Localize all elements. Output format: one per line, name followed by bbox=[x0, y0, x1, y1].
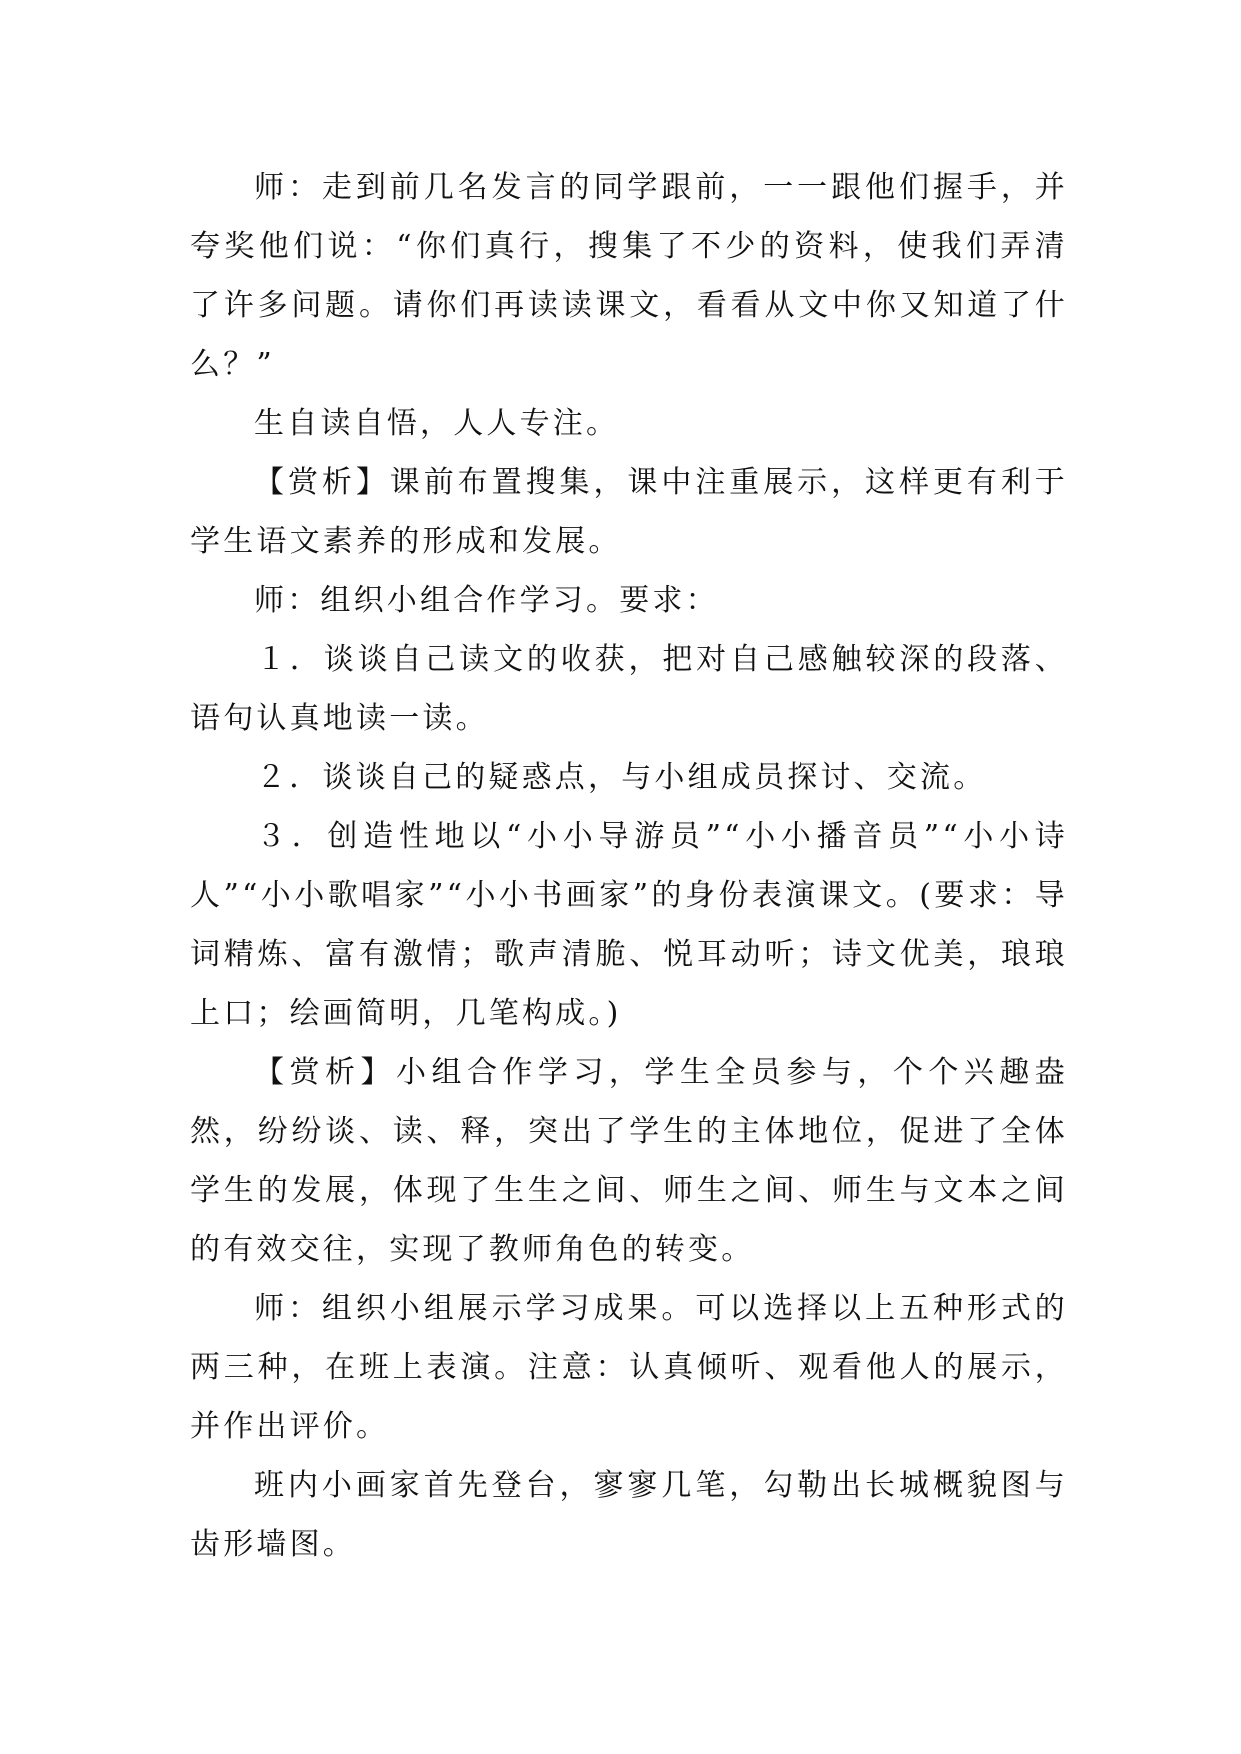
paragraph-group-showcase: 师：组织小组展示学习成果。可以选择以上五种形式的两三种，在班上表演。注意：认真倾听、观看他人的展示，并作出评价。 bbox=[190, 1291, 1068, 1444]
list-item-1: １．谈谈自己读文的收获，把对自己感触较深的段落、语句认真地读一读。 bbox=[190, 642, 1068, 736]
paragraph-teacher-praise: 师：走到前几名发言的同学跟前，一一跟他们握手，并夸奖他们说：“你们真行，搜集了不少的资料，使我们弄清了许多问题。请你们再读读课文，看看从文中你又知道了什么？” bbox=[190, 170, 1068, 382]
list-item-3: ３．创造性地以“小小导游员”“小小播音员”“小小诗人”“小小歌唱家”“小小书画家”的身份表演课文。(要求：导词精炼、富有激情；歌声清脆、悦耳动听；诗文优美，琅琅上口；绘画简明，几笔构成。) bbox=[190, 819, 1068, 1031]
document-body bbox=[190, 158, 1068, 1574]
paragraph-group-requirements: 师：组织小组合作学习。要求： bbox=[254, 583, 719, 618]
paragraph-analysis-1: 【赏析】课前布置搜集，课中注重展示，这样更有利于学生语文素养的形成和发展。 bbox=[190, 465, 1068, 559]
list-item-2: ２．谈谈自己的疑惑点，与小组成员探讨、交流。 bbox=[256, 760, 987, 795]
paragraph-analysis-2: 【赏析】小组合作学习，学生全员参与，个个兴趣盎然，纷纷谈、读、释，突出了学生的主体地位，促进了全体学生的发展，体现了生生之间、师生之间、师生与文本之间的有效交往，实现了教师角色的转变。 bbox=[190, 1055, 1068, 1267]
paragraph-student-reading: 生自读自悟，人人专注。 bbox=[254, 406, 620, 441]
paragraph-class-painter: 班内小画家首先登台，寥寥几笔，勾勒出长城概貌图与齿形墙图。 bbox=[190, 1468, 1068, 1562]
